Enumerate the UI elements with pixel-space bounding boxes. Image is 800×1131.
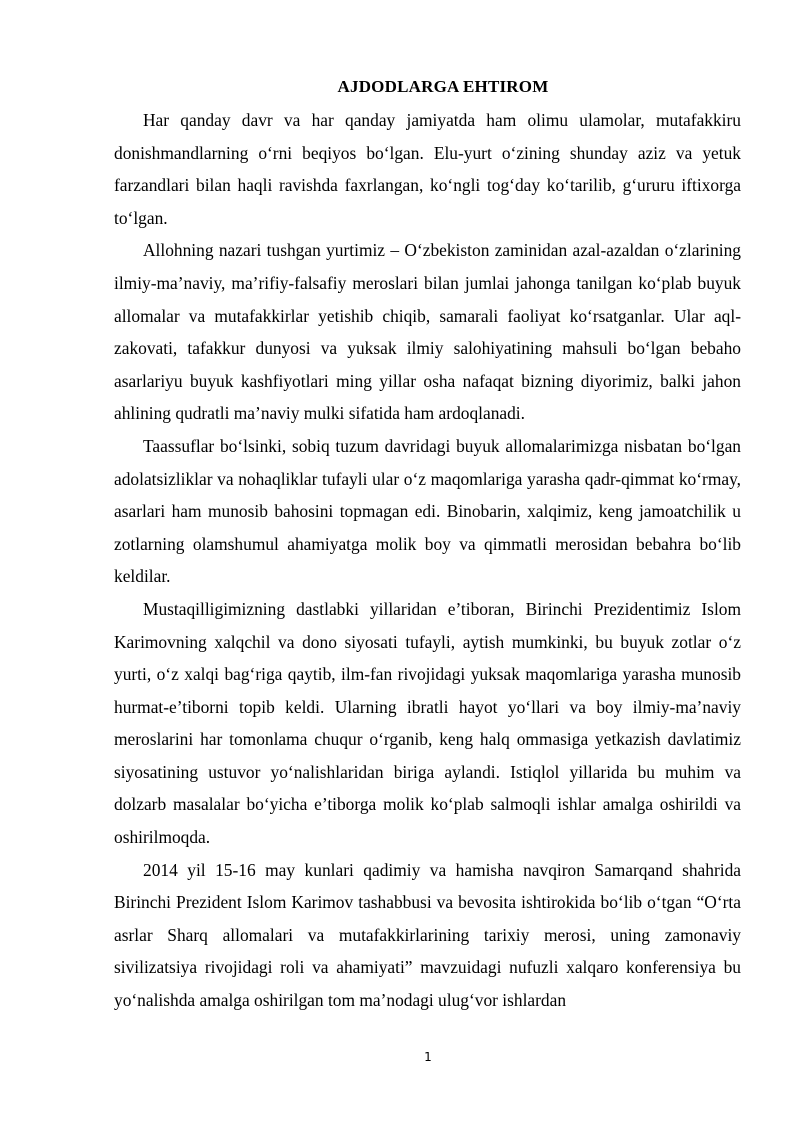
paragraph-4: Mustaqilligimizning dastlabki yillaridan e’tiboran, Birinchi Prezidentimiz Islom Karimovning xalqchil va dono siyosati tufayli, aytish mumkinki, bu buyuk zotlar o‘z yurti, o‘z xalqi bag‘riga qaytib, ilm-fan rivojidagi yuksak maqomlariga yarasha munosib hurmat-e’tiborni topib keldi. Ularning ibratli hayot yo‘llari va boy ilmiy-ma’naviy meroslarini har tomonlama chuqur o‘rganib, keng halq ommasiga yetkazish davlatimiz siyosatining ustuvor yo‘nalishlaridan biriga aylandi. Istiqlol yillarida bu muhim va dolzarb masalalar bo‘yicha e’tiborga molik ko‘plab salmoqli ishlar amalga oshirildi va oshirilmoqda. <box>114 598 741 848</box>
paragraph-5: 2014 yil 15-16 may kunlari qadimiy va hamisha navqiron Samarqand shahrida Birinchi Prezident Islom Karimov tashabbusi va bevosita ishtirokida bo‘lib o‘tgan “O‘rta asrlar Sharq allomalari va mutafakkirlarining tarixiy merosi, uning zamonaviy sivilizatsiya rivojidagi roli va ahamiyati” mavzuidagi nufuzli xalqaro konferensiya bu yo‘nalishda amalga oshirilgan tom ma’nodagi ulug‘vor ishlardan <box>114 859 741 1011</box>
document-title: AJDODLARGA EHTIROM <box>337 77 549 96</box>
page-number: 1 <box>424 1050 432 1064</box>
paragraph-3: Taassuflar bo‘lsinki, sobiq tuzum davridagi buyuk allomalarimizga nisbatan bo‘lgan adolatsizliklar va nohaqliklar tufayli ular o‘z maqomlariga yarasha qadr-qimmat ko‘rmay, asarlari ham munosib bahosini topmagan edi. Binobarin, xalqimiz, keng jamoatchilik u zotlarning olamshumul ahamiyatga molik boy va qimmatli merosidan bebahra bo‘lib keldilar. <box>114 435 741 587</box>
paragraph-1: Har qanday davr va har qanday jamiyatda ham olimu ulamolar, mutafakkiru donishmandlarning o‘rni beqiyos bo‘lgan. Elu-yurt o‘zining shunday aziz va yetuk farzandlari bilan haqli ravishda faxrlangan, ko‘ngli tog‘day ko‘tarilib, g‘ururu iftixorga to‘lgan. <box>114 110 741 228</box>
document-body <box>114 104 741 1017</box>
paragraph-2: Allohning nazari tushgan yurtimiz – O‘zbekiston zaminidan azal-azaldan o‘zlarining ilmiy-ma’naviy, ma’rifiy-falsafiy meroslari bilan jumlai jahonga tanilgan ko‘plab buyuk allomalar va mutafakkirlar yetishib chiqib, samarali faoliyat ko‘rsatganlar. Ular aql-zakovati, tafakkur dunyosi va yuksak ilmiy salohiyatining mahsuli bo‘lgan bebaho asarlariyu buyuk kashfiyotlari ming yillar osha nafaqat bizning diyorimiz, balki jahon ahlining qudratli ma’naviy mulki sifatida ham ardoqlanadi. <box>114 240 741 424</box>
